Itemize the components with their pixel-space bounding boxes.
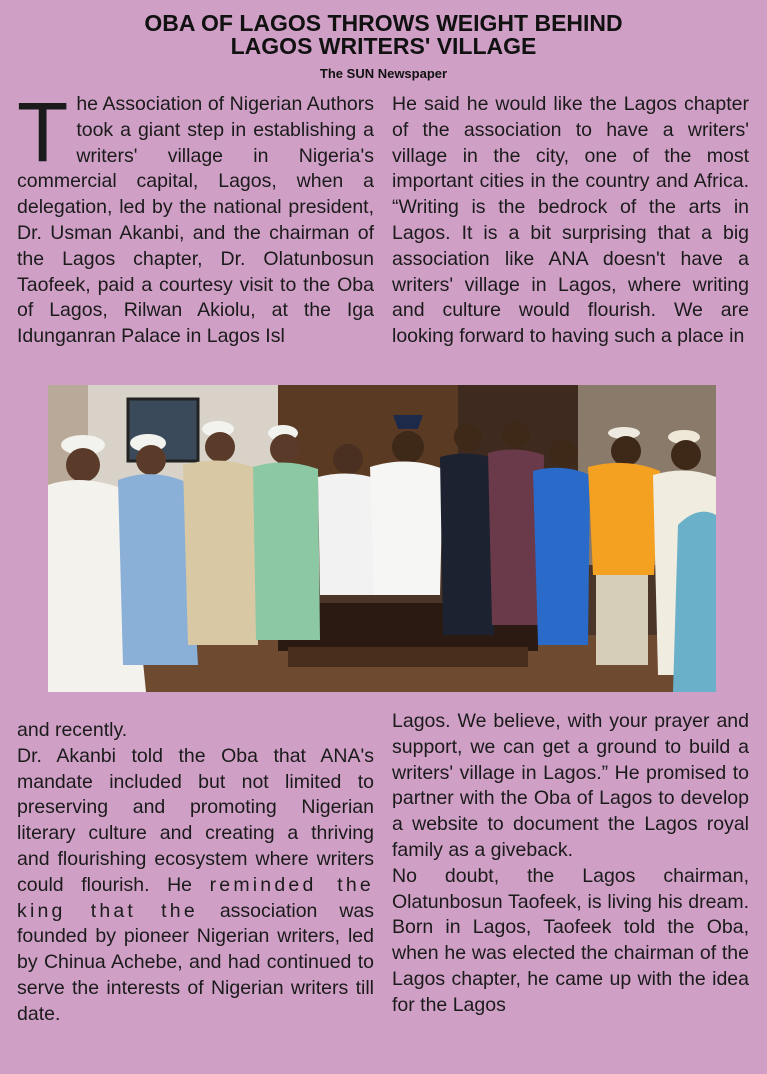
column-1 — [17, 85, 374, 350]
quote-paragraph: He said he would like the Lagos chapter of the association to have a writers' village in the city, one of the most important cities in the country and Africa. “Writing is the bedrock of the arts in Lagos. It is a bit surprising that a big association like ANA doesn't have a writers' village in Lagos, where writing and culture would flourish. We are looking forward to having such a place in — [392, 93, 749, 348]
intro-text: he Association of Nigerian Authors took a giant step in establishing a writers' village in Nigeria's commercial capital, Lagos, when a delegation, led by the national president, Dr. Usman Akanbi, and the chairman of the Lagos chapter, Dr. Olatunbosun Taofeek, paid a courtesy visit to the Oba of Lagos, Rilwan Akiolu, at the Iga Idunganran Palace in Lagos Isl — [17, 93, 374, 348]
chairman-paragraph: No doubt, the Lagos chairman, Olatunbosun Taofeek, is living his dream. Born in Lagos, Taofeek told the Oba, when he was elected the chairman of the Lagos chapter, he came up with the idea for the Lagos — [392, 864, 749, 1016]
drop-cap: T — [17, 85, 69, 179]
column-3 — [17, 718, 374, 1028]
column-2 — [392, 92, 749, 350]
headline-line-2: LAGOS WRITERS' VILLAGE — [230, 33, 537, 59]
group-photo-illustration — [48, 385, 716, 692]
continuation-line: and recently. — [17, 719, 128, 741]
column-4 — [392, 709, 749, 1019]
source-credit: The SUN Newspaper — [319, 66, 448, 81]
mandate-text-b: reminded the king that the — [17, 873, 374, 922]
mandate-text-c: association was founded by pioneer Nigerian writers, led by Chinua Achebe, and had continued to serve the interests of Nigerian writers till date. — [17, 899, 374, 1025]
headline — [0, 12, 767, 58]
intro-paragraph — [17, 85, 374, 350]
mandate-text-a: Dr. Akanbi told the Oba that ANA's mandate included but not limited to preserving and promoting Nigerian literary culture and creating a thriving and flourishing ecosystem where writers could flourish. He — [17, 744, 374, 896]
headline-line-1: OBA OF LAGOS THROWS WEIGHT BEHIND — [144, 10, 623, 36]
delegation-photo — [48, 385, 716, 692]
website-paragraph: Lagos. We believe, with your prayer and support, we can get a ground to build a writers' village in Lagos.” He promised to partner with the Oba of Lagos to develop a website to document the Lagos royal family as a giveback. — [392, 710, 749, 861]
mandate-paragraph — [17, 744, 374, 1028]
